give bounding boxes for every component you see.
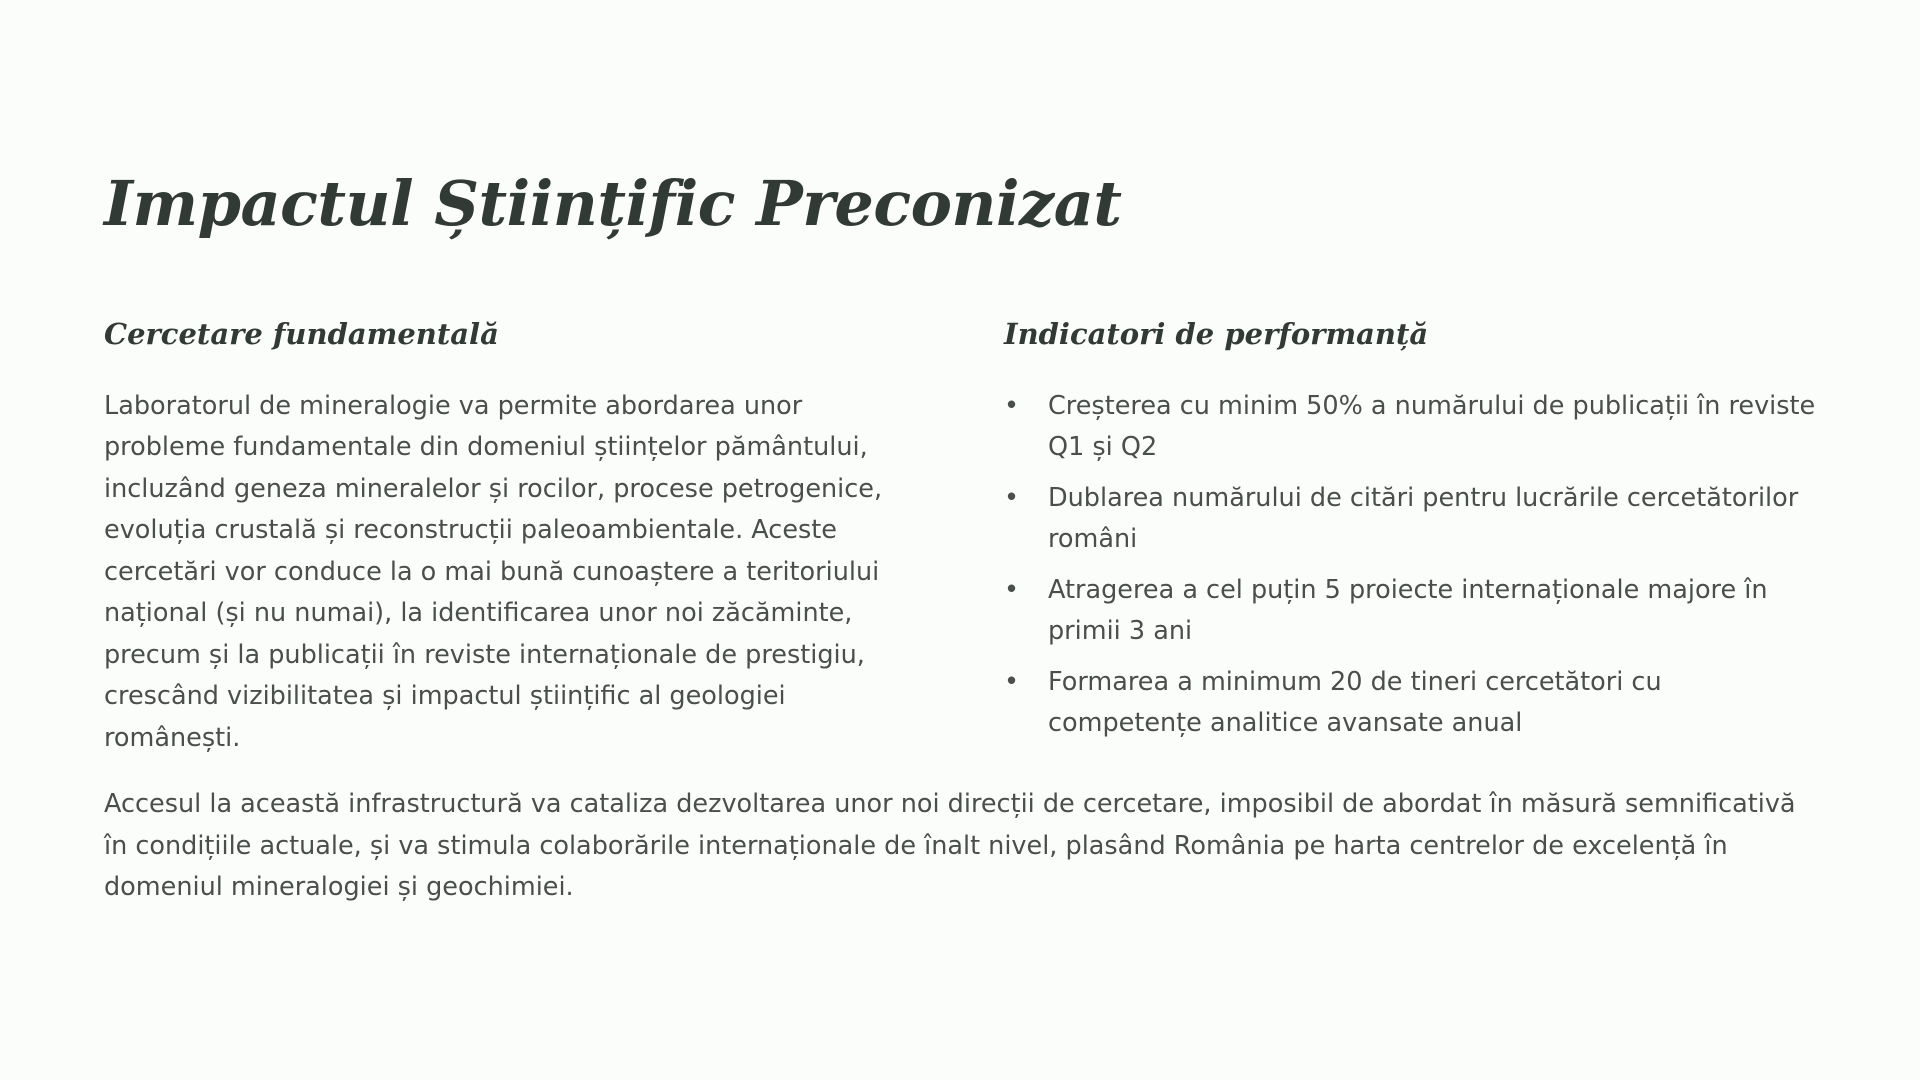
list-item-text: Creșterea cu minim 50% a numărului de publicații în reviste Q1 și Q2	[1048, 390, 1816, 463]
bullet-icon: •	[1004, 574, 1020, 605]
slide-title: Impactul Științific Preconizat	[104, 167, 1122, 240]
fundamental-research-text: Laboratorul de mineralogie va permite abordarea unor probleme fundamentale din domeniul științelor pământului, incluzând geneza mineralelor și rocilor, procese petrogenice, evoluția crustală și reconstrucții paleoambientale. Aceste cercetări vor conduce la o mai bună cunoaștere a teritoriului național (și nu numai), la identificarea unor noi zăcăminte, precum și la publicații în reviste internaționale de prestigiu, crescând vizibilitatea și impactul științific al geologiei românești.	[104, 390, 883, 753]
list-item	[1004, 386, 1816, 469]
fundamental-research-section	[104, 317, 924, 759]
closing-paragraph: Accesul la această infrastructură va cataliza dezvoltarea unor noi direcții de cercetare, imposibil de abordat în măsură semnificativă în condițiile actuale, și va stimula colaborările internaționale de înalt nivel, plasând România pe harta centrelor de excelență în domeniul mineralogiei și geochimiei.	[104, 789, 1796, 902]
performance-indicators-section	[1004, 317, 1816, 759]
performance-indicators-heading: Indicatori de performanță	[1004, 317, 1429, 351]
list-item	[1004, 662, 1816, 745]
bullet-icon: •	[1004, 666, 1020, 697]
list-item	[1004, 570, 1816, 653]
list-item-text: Atragerea a cel puțin 5 proiecte internaționale majore în primii 3 ani	[1048, 574, 1768, 647]
bullet-icon: •	[1004, 390, 1020, 421]
bullet-icon: •	[1004, 482, 1020, 513]
list-item	[1004, 478, 1816, 561]
list-item-text: Formarea a minimum 20 de tineri cercetători cu competențe analitice avansate anual	[1048, 666, 1662, 739]
performance-indicators-list	[1004, 386, 1816, 745]
content-columns	[104, 317, 1816, 759]
fundamental-research-heading: Cercetare fundamentală	[104, 317, 499, 351]
list-item-text: Dublarea numărului de citări pentru lucrările cercetătorilor români	[1048, 482, 1799, 555]
